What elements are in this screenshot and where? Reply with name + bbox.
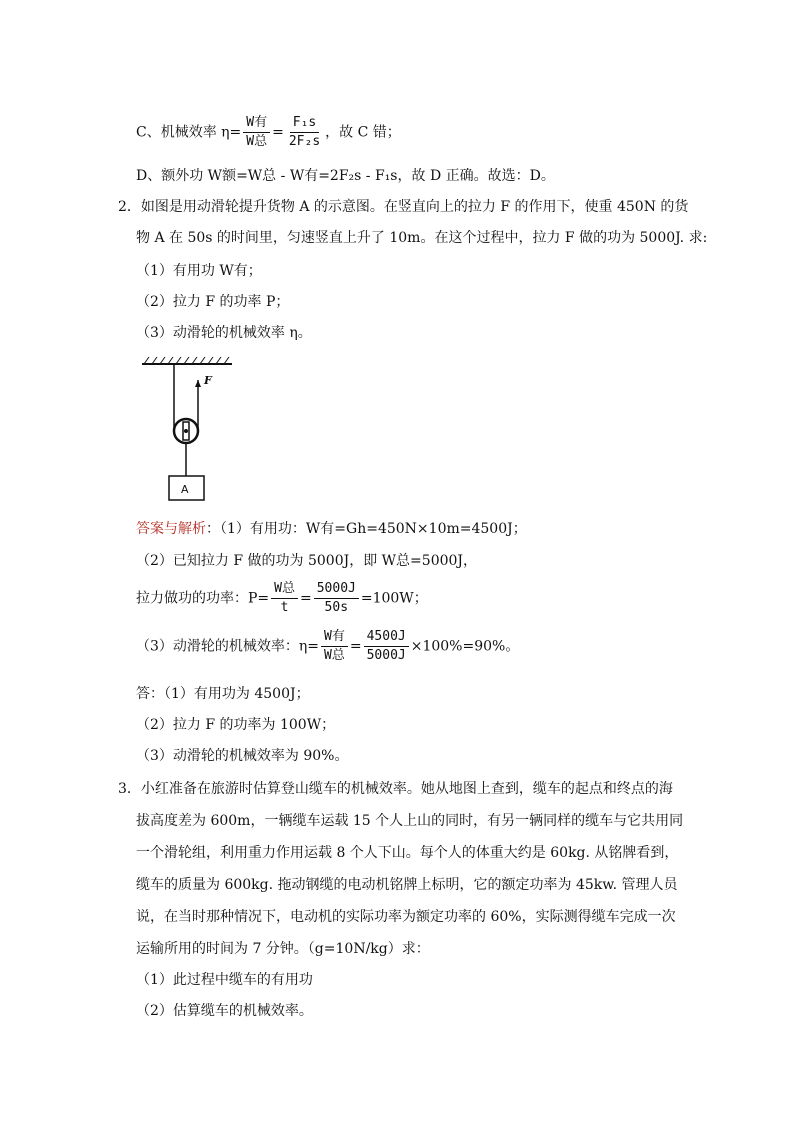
fraction-denominator: W总 <box>324 648 345 663</box>
question-3-sub-1: （1）此过程中缆车的有用功 <box>136 972 313 988</box>
power-suffix: =100W； <box>360 590 428 607</box>
fraction-numerator: 5000J <box>314 580 359 599</box>
cargo-label: A <box>181 483 189 496</box>
option-c-line <box>136 114 401 151</box>
final-answer-2: （2）拉力 F 的功率为 100W； <box>136 717 336 733</box>
equals-sign: = <box>272 124 284 141</box>
answer-line-1 <box>136 519 527 539</box>
power-prefix: 拉力做功的功率：P= <box>136 590 270 607</box>
question-3-line-2: 拔高度差为 600m，一辆缆车运载 15 个人上山的同时，有另一辆同样的缆车与它共用同 <box>136 813 684 829</box>
ceiling-hatch <box>142 357 232 364</box>
fraction-denominator: 5000J <box>366 648 406 663</box>
fraction-numerator: W总 <box>271 580 298 599</box>
efficiency-fraction-1 <box>321 628 348 665</box>
question-3-line-1: 3．小红准备在旅游时估算登山缆车的机械效率。她从地图上查到，缆车的起点和终点的海 <box>118 781 673 797</box>
pulley-diagram <box>140 354 240 504</box>
fraction-denominator: t <box>280 600 289 615</box>
efficiency-prefix: （3）动滑轮的机械效率：η= <box>136 638 320 655</box>
fraction-numerator: W有 <box>243 114 270 133</box>
question-2-line-1: 2．如图是用动滑轮提升货物 A 的示意图。在竖直向上的拉力 F 的作用下，使重 450N 的货 <box>118 199 689 215</box>
equals-sign: = <box>299 590 312 607</box>
question-2-sub-3: （3）动滑轮的机械效率 η。 <box>136 325 312 341</box>
question-3-line-4: 缆车的质量为 600kg. 拖动钢缆的电动机铭牌上标明，它的额定功率为 45kw. 管理人员 <box>136 877 678 893</box>
final-answer-1: 答：（1）有用功为 4500J； <box>136 686 310 702</box>
question-3-line-5: 说，在当时那种情况下，电动机的实际功率为额定功率的 60%，实际测得缆车完成一次 <box>136 909 676 925</box>
efficiency-fraction <box>243 114 270 151</box>
question-2-line-2: 物 A 在 50s 的时间里，匀速竖直上升了 10m。在这个过程中，拉力 F 做的功为 5000J. 求: <box>136 230 708 246</box>
fraction-numerator: W有 <box>321 628 348 647</box>
fraction-denominator: 50s <box>324 600 349 615</box>
option-c-prefix: C、机械效率 η= <box>136 124 242 141</box>
power-fraction-2 <box>314 580 359 617</box>
fraction-denominator: W总 <box>246 134 268 149</box>
efficiency-fraction-2 <box>364 628 409 665</box>
power-fraction-1 <box>271 580 298 617</box>
force-arrow <box>195 380 201 387</box>
question-3-line-3: 一个滑轮组，利用重力作用运载 8 个人下山。每个人的体重大约是 60kg. 从铭牌看到， <box>136 845 679 861</box>
question-2-sub-2: （2）拉力 F 的功率 P； <box>136 294 290 310</box>
fraction-numerator: 4500J <box>364 628 409 647</box>
answer-text-1: ：（1）有用功：W有=Gh=450N×10m=4500J； <box>206 521 527 537</box>
fraction-numerator: F₁s <box>290 114 319 133</box>
force-label: F <box>204 374 212 387</box>
power-formula-line <box>136 580 428 617</box>
question-3-sub-2: （2）估算缆车的机械效率。 <box>136 1003 313 1019</box>
efficiency-suffix: ×100%=90%。 <box>410 638 520 655</box>
equals-sign: = <box>349 638 362 655</box>
answer-line-2: （2）已知拉力 F 做的功为 5000J，即 W总=5000J， <box>136 553 478 569</box>
fraction-denominator: 2F₂s <box>288 134 321 149</box>
answer-label: 答案与解析 <box>136 521 206 537</box>
option-d-line: D、额外功 W额=W总 - W有=2F₂s - F₁s，故 D 正确。故选：D。 <box>136 168 555 184</box>
pulley-hub <box>184 429 188 433</box>
final-answer-3: （3）动滑轮的机械效率为 90%。 <box>136 748 349 764</box>
question-3-line-6: 运输所用的时间为 7 分钟。（g=10N/kg）求： <box>136 941 430 957</box>
question-2-sub-1: （1）有用功 W有； <box>136 263 262 279</box>
force-fraction <box>286 114 323 151</box>
efficiency-formula-line <box>136 628 519 665</box>
option-c-suffix: ，故 C 错； <box>325 124 401 141</box>
